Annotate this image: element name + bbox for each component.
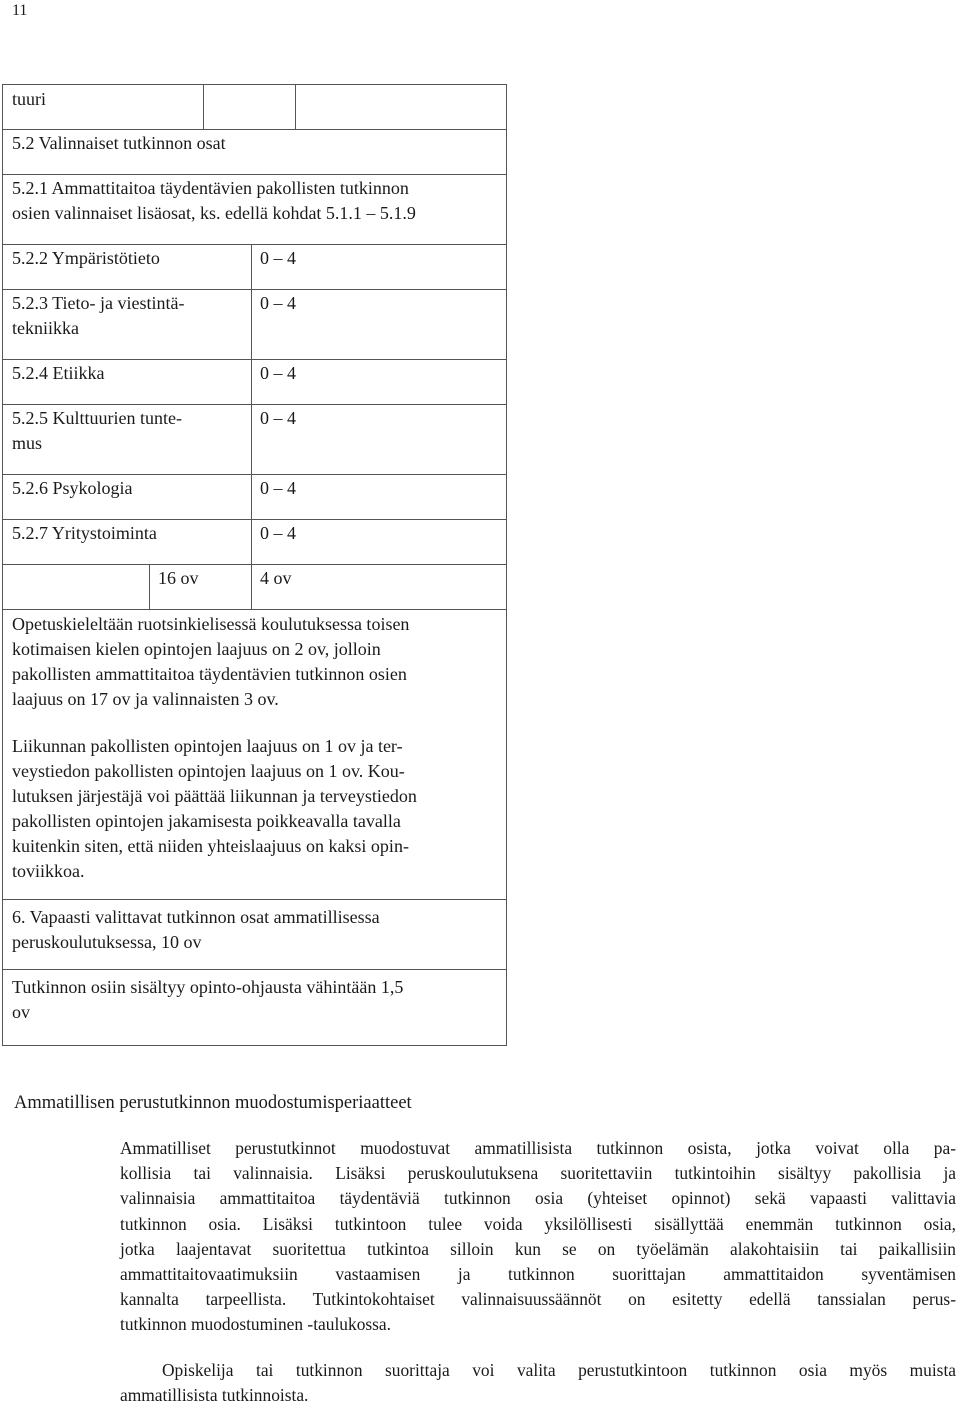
row-rule [2,244,507,245]
course-name-5-2-6: 5.2.6 Psykologia [12,478,133,498]
course-name-5-2-7: 5.2.7 Yritystoiminta [12,523,157,543]
course-credits-5-2-2: 0 – 4 [260,248,296,268]
course-name-5-2-3-line-1: 5.2.3 Tieto- ja viestintä- [12,293,185,313]
paragraph-line: valinnaisia ammattitaitoa täydentäviä tutkinnon osia (yhteiset opinnot) sekä vapaasti valittavia [120,1188,956,1209]
paragraph-student-choice [120,1358,956,1408]
section-heading: Ammatillisen perustutkinnon muodostumisperiaatteet [14,1093,412,1113]
table-border-left [2,84,3,1046]
course-credits-5-2-5: 0 – 4 [260,408,296,428]
paragraph-line: ammattitaitovaatimuksiin vastaamisen ja tutkinnon suorittajan ammattitaidon syventämisen [120,1264,956,1285]
cell-divider [203,84,204,129]
section-6-line-1: 6. Vapaasti valittavat tutkinnon osat ammatillisessa [12,907,380,927]
paragraph-line: ammatillisista tutkinnoista. [120,1385,309,1406]
row-rule [2,359,507,360]
course-credits-5-2-6: 0 – 4 [260,478,296,498]
pe-note-line-4: pakollisten opintojen jakamisesta poikkeavalla tavalla [12,811,401,831]
table-border-right [506,84,507,1046]
guidance-line-1: Tutkinnon osiin sisältyy opinto-ohjausta vähintään 1,5 [12,977,404,997]
total-credits-right: 4 ov [260,568,292,588]
column-divider [251,564,252,609]
course-name-5-2-5-line-2: mus [12,433,43,453]
course-name-5-2-2: 5.2.2 Ympäristötieto [12,248,160,268]
row-rule [2,404,507,405]
row-rule [2,609,507,610]
paragraph-line: tutkinnon muodostuminen -taulukossa. [120,1314,391,1335]
pe-note-line-2: veystiedon pakollisten opintojen laajuus on 1 ov. Kou- [12,761,405,781]
language-note-line-4: laajuus on 17 ov ja valinnaisten 3 ov. [12,689,279,709]
page-number: 11 [12,2,28,19]
table-top-fragment: tuuri [12,89,46,109]
degree-structure-table [2,84,507,1046]
course-name-5-2-4: 5.2.4 Etiikka [12,363,105,383]
cell-divider [295,84,296,129]
course-name-5-2-3-line-2: tekniikka [12,318,79,338]
language-note-line-3: pakollisten ammattitaitoa täydentävien tutkinnon osien [12,664,407,684]
total-credits-left: 16 ov [158,568,199,588]
paragraph-line: Ammatilliset perustutkinnot muodostuvat ammatillisista tutkinnon osista, jotka voivat olla pa- [120,1138,956,1158]
section-5-2-title: 5.2 Valinnaiset tutkinnon osat [12,133,226,153]
section-5-2-1-line-2: osien valinnaiset lisäosat, ks. edellä kohdat 5.1.1 – 5.1.9 [12,203,416,223]
row-rule [2,129,507,130]
course-name-5-2-5-line-1: 5.2.5 Kulttuurien tunte- [12,408,182,428]
paragraph-line: Opiskelija tai tutkinnon suorittaja voi valita perustutkintoon tutkinnon osia myös muista [162,1360,956,1380]
course-credits-5-2-3: 0 – 4 [260,293,296,313]
language-note-line-2: kotimaisen kielen opintojen laajuus on 2 ov, jolloin [12,639,381,659]
column-divider [251,244,252,564]
row-rule [2,474,507,475]
course-credits-5-2-7: 0 – 4 [260,523,296,543]
course-credits-5-2-4: 0 – 4 [260,363,296,383]
paragraph-line: kollisia tai valinnaisia. Lisäksi peruskoulutuksena suoritettaviin tutkintoihin sisältyy pakollisia ja [120,1163,956,1184]
section-5-2-1-line-1: 5.2.1 Ammattitaitoa täydentävien pakollisten tutkinnon [12,178,409,198]
pe-note-line-6: toviikkoa. [12,861,85,881]
row-rule [2,564,507,565]
table-border-bottom [2,1045,507,1046]
row-rule [2,969,507,970]
paragraph-line: jotka laajentavat suoritettua tutkintoa silloin kun se on työelämän alakohtaisiin tai paikallisiin [120,1238,956,1259]
row-rule [2,174,507,175]
paragraph-composition [120,1136,956,1338]
paragraph-line: tutkinnon osia. Lisäksi tutkintoon tulee voida yksilöllisesti sisällyttää enemmän tutkinnon osia, [120,1213,956,1234]
language-note-line-1: Opetuskieleltään ruotsinkielisessä koulutuksessa toisen [12,614,410,634]
row-rule [2,289,507,290]
paragraph-line: kannalta tarpeellista. Tutkintokohtaiset valinnaisuussäännöt on esitetty edellä tanssialan perus- [120,1289,956,1310]
column-divider [149,564,150,609]
guidance-line-2: ov [12,1002,30,1022]
table-border-top [2,84,507,85]
pe-note-line-5: kuitenkin siten, että niiden yhteislaajuus on kaksi opin- [12,836,409,856]
pe-note-line-1: Liikunnan pakollisten opintojen laajuus on 1 ov ja ter- [12,736,403,756]
row-rule [2,899,507,900]
section-6-line-2: peruskoulutuksessa, 10 ov [12,932,202,952]
row-rule [2,519,507,520]
pe-note-line-3: lutuksen järjestäjä voi päättää liikunnan ja terveystiedon [12,786,417,806]
